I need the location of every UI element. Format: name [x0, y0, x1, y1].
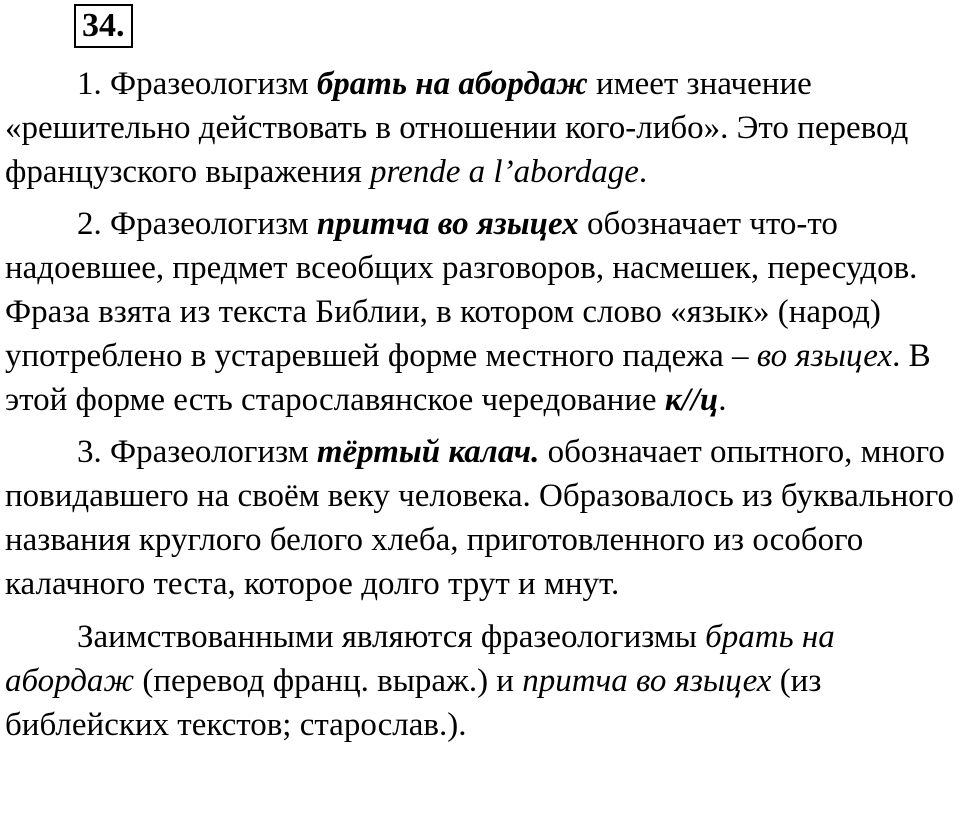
paragraph-1-meaning: имеет значение «решительно действовать в отношении кого-либо». Это перевод французского выражения [5, 66, 909, 190]
paragraph-1 [5, 62, 957, 194]
conclusion-idiom-1: брать на абордаж [5, 619, 835, 699]
paragraph-3-intro: 3. Фразеологизм [77, 434, 317, 470]
paragraph-2-intro: 2. Фразеологизм [77, 206, 317, 242]
idiom-pritcha-vo-yazytseh: притча во языцех [316, 206, 579, 242]
archaic-form: во языцех [756, 338, 893, 374]
paragraph-2-alternation-text: . В этой форме есть старославянское чередование [5, 338, 931, 418]
paragraph-4-conclusion [5, 615, 957, 747]
paragraph-2-meaning: обозначает что-то надоевшее, предмет всеобщих разговоров, насмешек, пересудов. Фраза взята из текста Библии, в котором слово «язык» (народ) употреблено в устаревшей форме местного падежа – [5, 206, 918, 374]
paragraph-1-end: . [638, 154, 648, 190]
idiom-brat-na-abordazh: брать на абордаж [316, 66, 588, 102]
answer-page [5, 4, 957, 747]
paragraph-3-meaning: обозначает опытного, много повидавшего на своём веку человека. Образовалось из буквального названия круглого белого хлеба, приготовленного из особого калачного теста, которое долго трут и мнут. [5, 434, 954, 602]
alternation-k-ts: к//ц [664, 382, 719, 418]
paragraph-3 [5, 430, 957, 606]
task-number-box: 34. [74, 4, 133, 48]
conclusion-idiom-2: притча во языцех [522, 663, 772, 699]
paragraph-1-intro: 1. Фразеологизм [77, 66, 317, 102]
conclusion-middle: (перевод франц. выраж.) и [134, 663, 523, 699]
conclusion-end: (из библейских текстов; старослав.). [5, 663, 822, 743]
paragraph-2-end: . [718, 382, 727, 418]
paragraph-2 [5, 202, 957, 422]
conclusion-intro: Заимствованными являются фразеологизмы [77, 619, 706, 655]
idiom-tyortyi-kalach: тёртый калач. [316, 434, 540, 470]
french-expression: prende a l’abordage [370, 154, 639, 190]
